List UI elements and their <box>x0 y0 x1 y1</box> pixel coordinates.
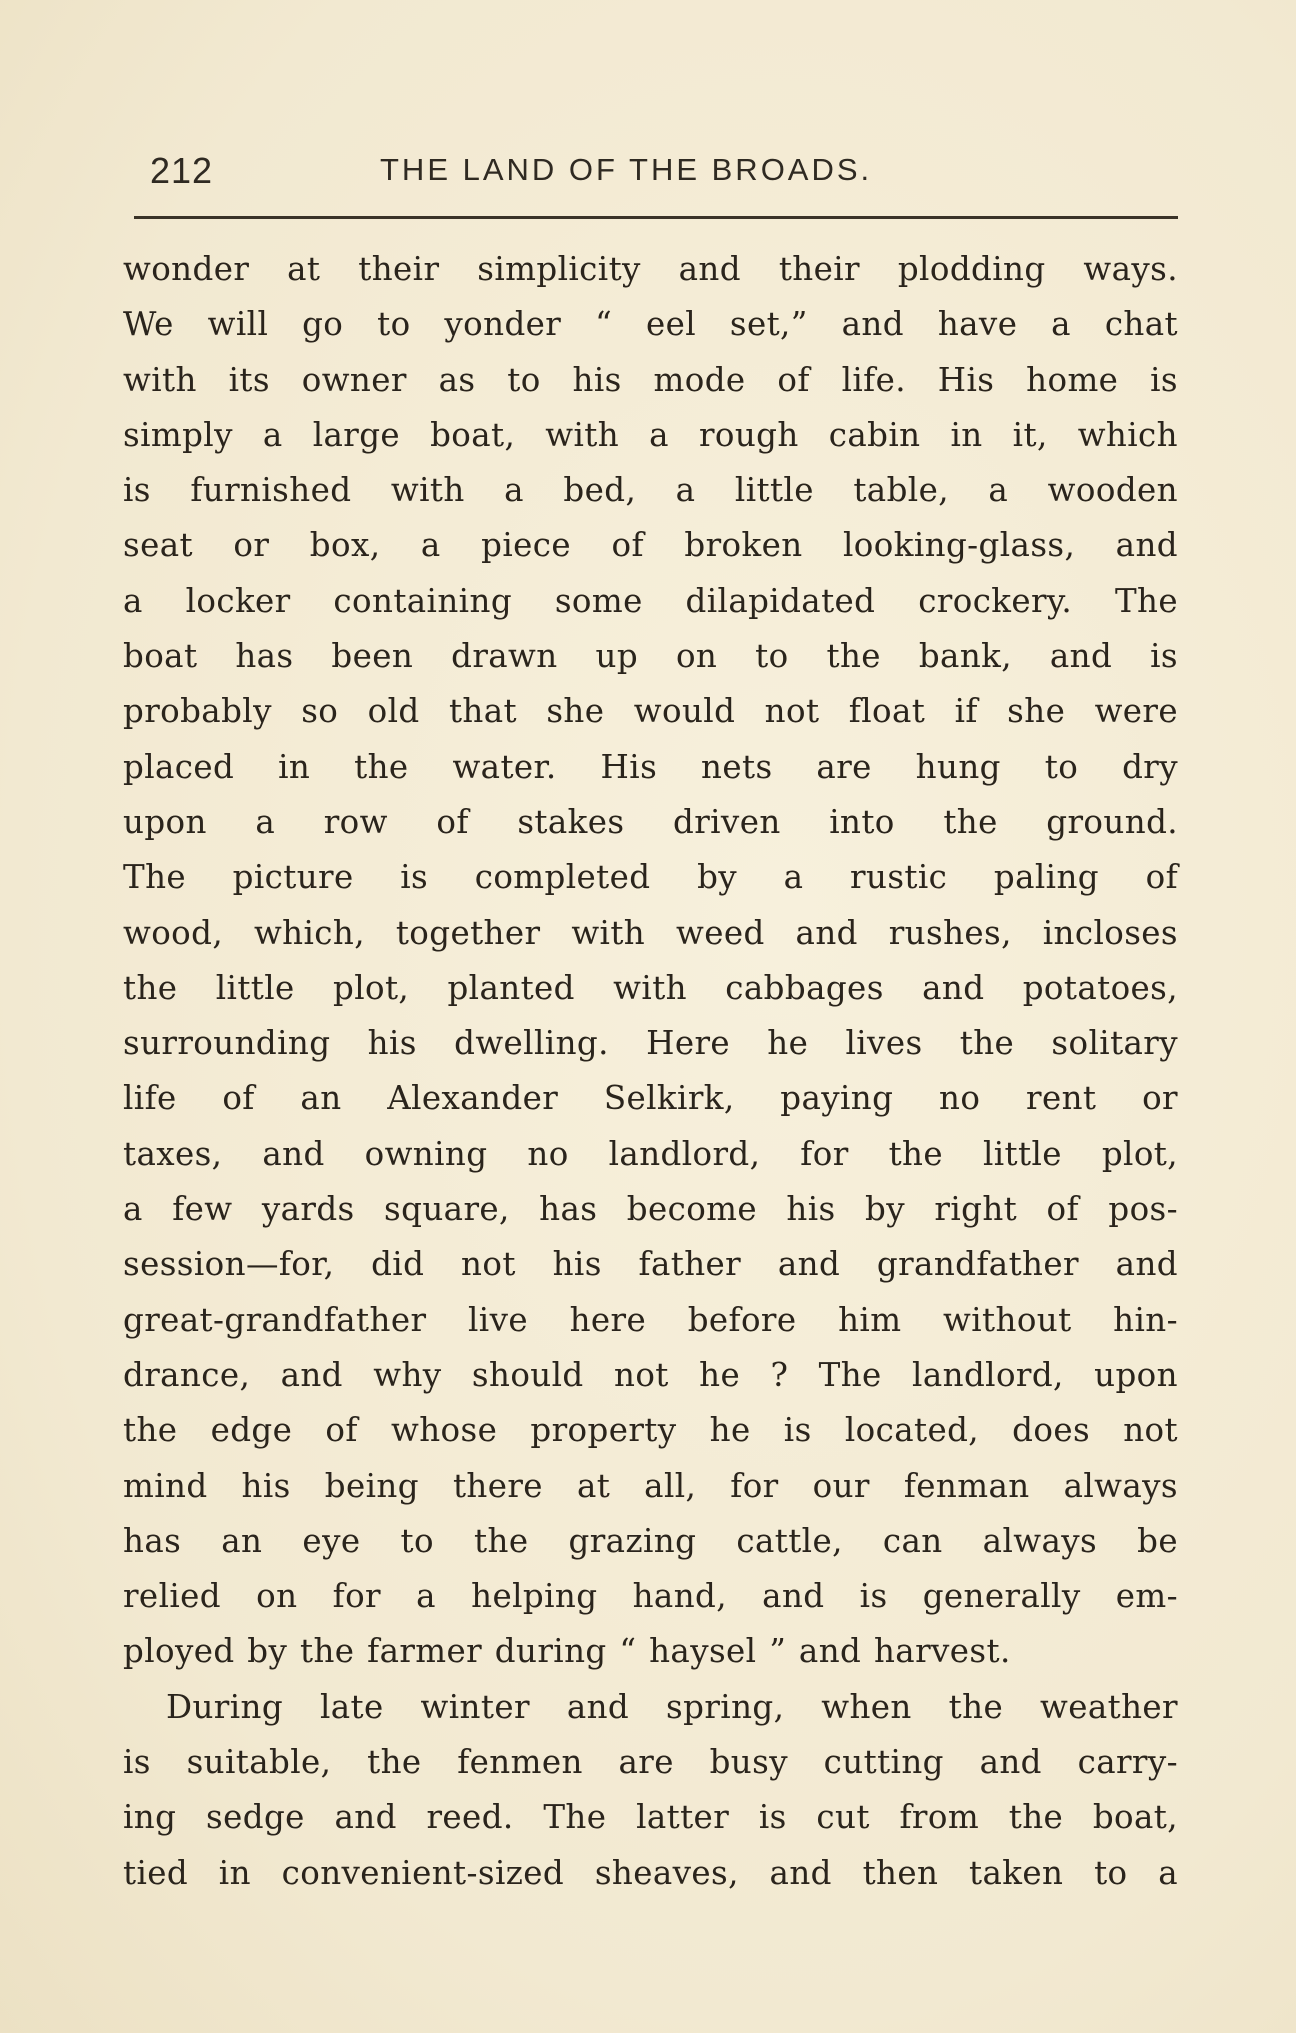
text-line: boat has been drawn up on to the bank, and is <box>123 637 1178 676</box>
text-line: session—for, did not his father and grandfather and <box>123 1245 1178 1284</box>
text-line: is furnished with a bed, a little table, a wooden <box>123 471 1178 510</box>
text-line: the edge of whose property he is located, does not <box>123 1411 1178 1450</box>
running-head-title: THE LAND OF THE BROADS. <box>380 152 873 187</box>
header-rule <box>134 216 1178 219</box>
text-line: taxes, and owning no landlord, for the little plot, <box>123 1134 1178 1173</box>
text-line: a locker containing some dilapidated crockery. The <box>123 581 1178 620</box>
text-line: drance, and why should not he ? The landlord, upon <box>123 1355 1178 1394</box>
text-line: probably so old that she would not float if she were <box>123 692 1178 731</box>
text-line: ing sedge and reed. The latter is cut from the boat, <box>123 1798 1178 1837</box>
text-line: The picture is completed by a rustic paling of <box>123 858 1178 897</box>
running-head <box>150 150 1180 200</box>
paragraph-start-line: During late winter and spring, when the weather <box>166 1687 1178 1726</box>
text-line: simply a large boat, with a rough cabin in it, which <box>123 415 1178 454</box>
text-line: seat or box, a piece of broken looking-glass, and <box>123 526 1178 565</box>
paragraph-end-line: ployed by the farmer during “ haysel ” and harvest. <box>123 1632 1011 1671</box>
text-line: wood, which, together with weed and rushes, incloses <box>123 913 1178 952</box>
text-line: tied in convenient-sized sheaves, and then taken to a <box>123 1853 1178 1892</box>
text-line: great-grandfather live here before him without hin- <box>123 1300 1178 1339</box>
body-text <box>123 242 1178 1901</box>
text-line: wonder at their simplicity and their plodding ways. <box>123 250 1178 288</box>
text-line: the little plot, planted with cabbages and potatoes, <box>123 968 1178 1007</box>
text-line: We will go to yonder “ eel set,” and have a chat <box>123 305 1178 344</box>
text-line: upon a row of stakes driven into the ground. <box>123 802 1178 841</box>
page-number: 212 <box>150 150 214 191</box>
text-line: with its owner as to his mode of life. His home is <box>123 360 1178 399</box>
text-line: life of an Alexander Selkirk, paying no rent or <box>123 1079 1178 1118</box>
text-line: mind his being there at all, for our fenman always <box>123 1466 1178 1505</box>
text-line: is suitable, the fenmen are busy cutting and carry- <box>123 1743 1178 1782</box>
text-line: a few yards square, has become his by right of pos- <box>123 1190 1178 1229</box>
text-line: placed in the water. His nets are hung to dry <box>123 747 1178 786</box>
text-line: has an eye to the grazing cattle, can always be <box>123 1521 1178 1560</box>
text-line: relied on for a helping hand, and is generally em- <box>123 1577 1178 1616</box>
text-line: surrounding his dwelling. Here he lives the solitary <box>123 1024 1178 1063</box>
